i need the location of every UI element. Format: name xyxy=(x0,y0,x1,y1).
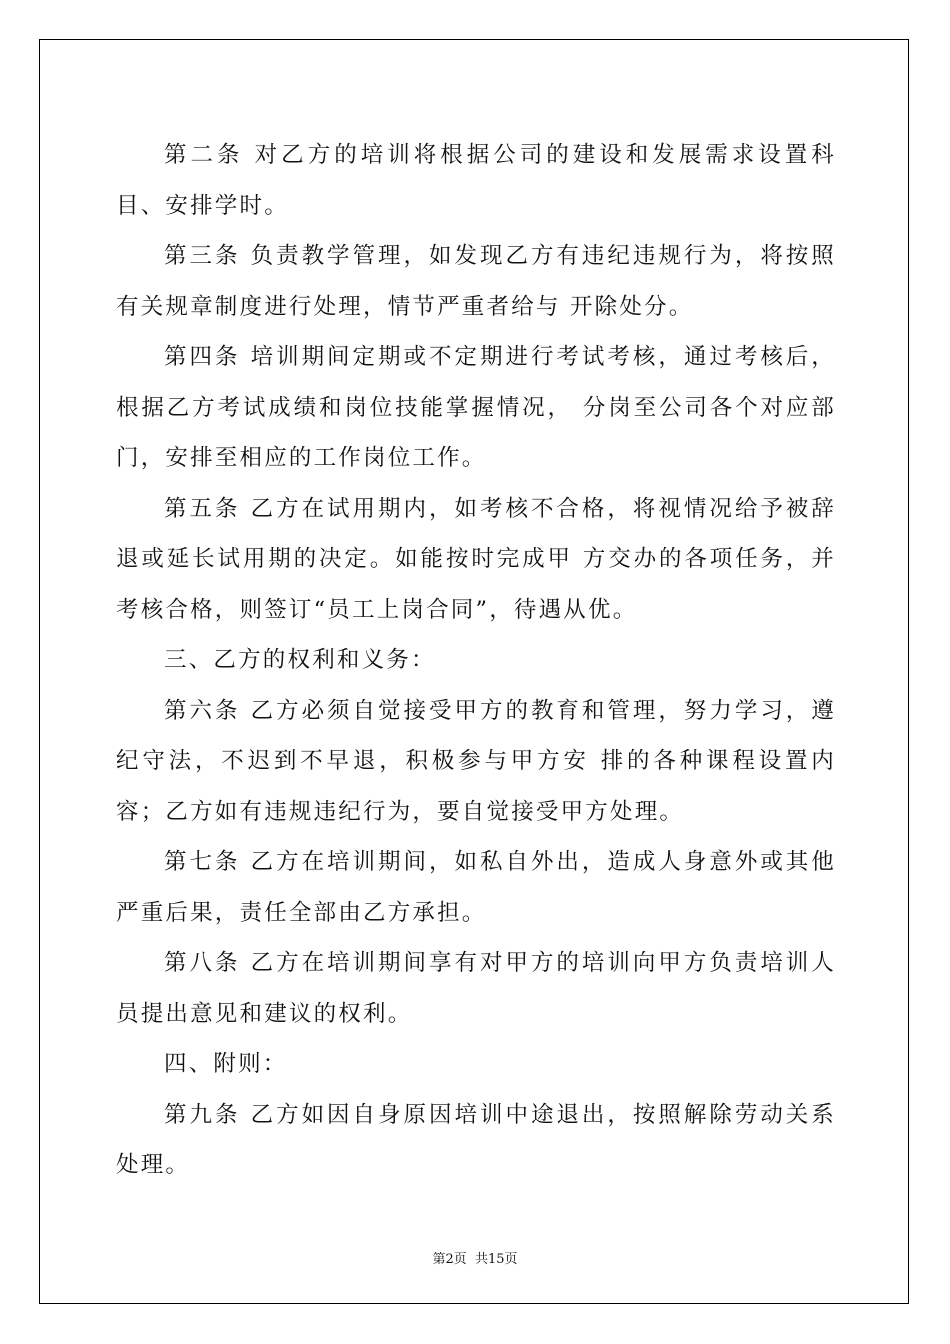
article-5-paragraph: 第五条 乙方在试用期内，如考核不合格，将视情况给予被辞退或延长试用期的决定。如能按时完成甲 方交办的各项任务，并考核合格，则签订“员工上岗合同”，待遇从优。 xyxy=(116,495,836,623)
article-4-paragraph: 第四条 培训期间定期或不定期进行考试考核，通过考核后，根据乙方考试成绩和岗位技能掌握情况， 分岗至公司各个对应部门，安排至相应的工作岗位工作。 xyxy=(116,344,836,471)
document-body xyxy=(116,130,836,1191)
article-2-paragraph: 第二条 对乙方的培训将根据公司的建设和发展需求设置科目、安排学时。 xyxy=(116,142,836,219)
article-7-paragraph: 第七条 乙方在培训期间，如私自外出，造成人身意外或其他严重后果，责任全部由乙方承担。 xyxy=(116,849,836,926)
article-8-paragraph: 第八条 乙方在培训期间享有对甲方的培训向甲方负责培训人员提出意见和建议的权利。 xyxy=(116,950,836,1027)
article-3-paragraph: 第三条 负责教学管理，如发现乙方有违纪违规行为，将按照有关规章制度进行处理，情节严重者给与 开除处分。 xyxy=(116,243,836,320)
page-number-footer: 第2页 共15页 xyxy=(432,1252,518,1267)
section-3-heading: 三、乙方的权利和义务： xyxy=(164,647,436,673)
article-6-paragraph: 第六条 乙方必须自觉接受甲方的教育和管理，努力学习，遵纪守法，不迟到不早退，积极参与甲方安 排的各种课程设置内容；乙方如有违规违纪行为，要自觉接受甲方处理。 xyxy=(116,697,836,825)
section-4-heading: 四、附则： xyxy=(164,1051,288,1077)
article-9-paragraph: 第九条 乙方如因自身原因培训中途退出，按照解除劳动关系处理。 xyxy=(116,1101,836,1178)
